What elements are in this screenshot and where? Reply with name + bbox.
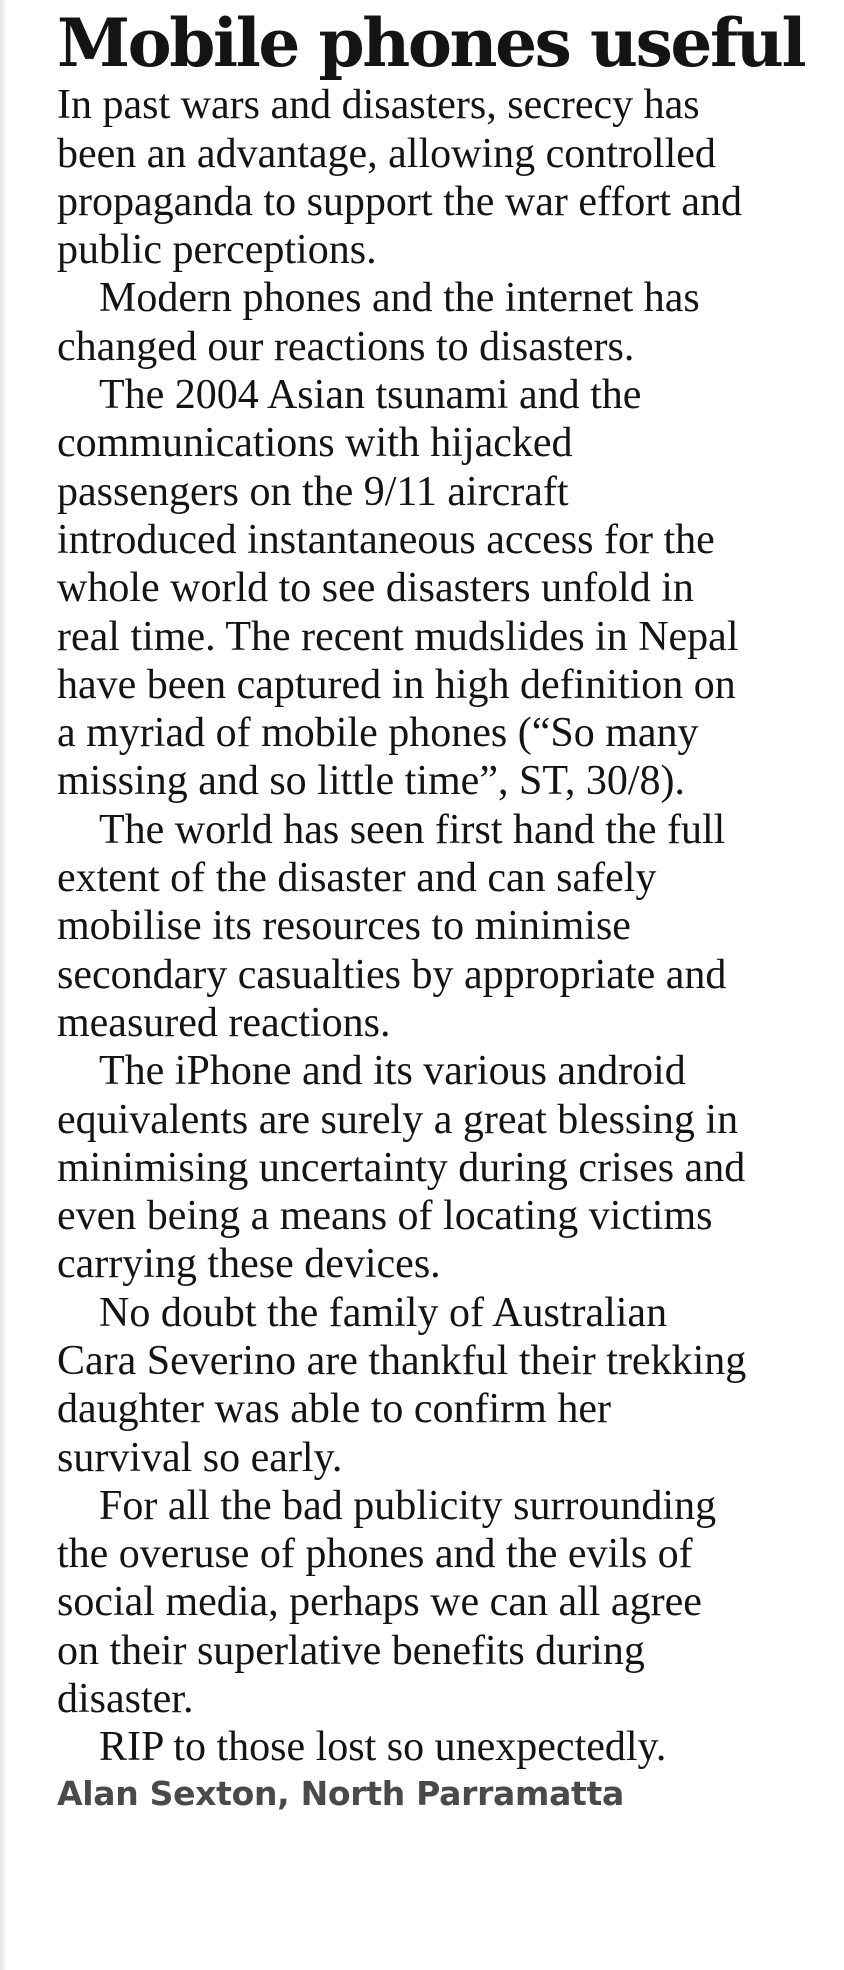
paragraph-4: The world has seen first hand the full extent of the disaster and can safely mobilise its resources to minimise secondary casualties by appropriate and measured reactions. [57,806,727,1046]
author-byline: Alan Sexton, North Parramatta [57,1773,624,1813]
paragraph-3: The 2004 Asian tsunami and the communications with hijacked passengers on the 9/11 aircraft introduced instantaneous access for the whole world to see disasters unfold in real time. The recent mudslides in Nepal have been captured in high definition on a myriad of mobile phones (“So many missing and so little time”, ST, 30/8). [57,372,739,805]
paragraph-1: In past wars and disasters, secrecy has been an advantage, allowing controlled propaganda to support the war effort and public perceptions. [57,82,743,274]
letter-body [57,81,747,1771]
paragraph-8: RIP to those lost so unexpectedly. [99,1724,667,1771]
headline: Mobile phones useful [57,4,805,82]
paragraph-6: No doubt the family of Australian Cara Severino are thankful their trekking daughter was able to confirm her survival so early. [57,1289,747,1481]
paragraph-7: For all the bad publicity surrounding the overuse of phones and the evils of social media, perhaps we can all agree on their superlative benefits during disaster. [57,1482,717,1723]
paragraph-5: The iPhone and its various android equivalents are surely a great blessing in minimising uncertainty during crises and even being a means of locating victims carrying these devices. [57,1048,746,1288]
paragraph-2: Modern phones and the internet has changed our reactions to disasters. [57,275,700,370]
letter-to-editor [57,4,805,1816]
page-edge-shadow [0,0,7,1970]
